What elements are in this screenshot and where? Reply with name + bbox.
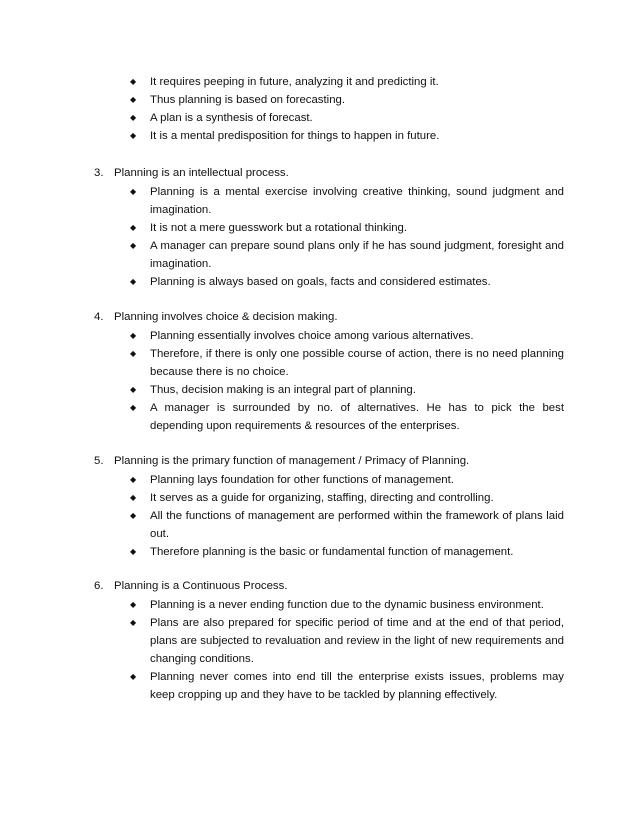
section-number: 6. [94,580,104,592]
bullet-item: ◆ Planning is a mental exercise involving creative thinking, sound judgment and imagination. [130,183,564,219]
bullet-item: ◆ Planning is always based on goals, facts and considered estimates. [130,273,564,291]
section-intellectual-process [94,164,564,291]
section-primary-function [94,452,564,561]
bullet-item: ◆ A plan is a synthesis of forecast. [130,109,562,127]
bullet-item: ◆ Planning essentially involves choice among various alternatives. [130,327,564,345]
section-title: Planning is a Continuous Process. [114,580,288,592]
section-bullet-list [130,183,564,291]
bullet-item: ◆ Planning lays foundation for other functions of management. [130,471,564,489]
bullet-item: ◆ All the functions of management are performed within the framework of plans laid out. [130,507,564,543]
section-number: 5. [94,455,104,467]
bullet-item: ◆ Plans are also prepared for specific period of time and at the end of that period, plans are subjected to revaluation and review in the light of new requirements and changing conditions. [130,614,564,668]
section-number: 4. [94,311,104,323]
intro-bullet-list [130,73,562,145]
section-bullet-list [130,596,564,704]
section-continuous-process [94,577,564,704]
bullet-item: ◆ Planning never comes into end till the enterprise exists issues, problems may keep cropping up and they have to be tackled by planning effectively. [130,668,564,704]
bullet-item: ◆ Planning is a never ending function due to the dynamic business environment. [130,596,564,614]
section-heading [94,308,564,326]
bullet-item: ◆ Therefore, if there is only one possible course of action, there is no need planning because there is no choice. [130,345,564,381]
bullet-item: ◆ Thus planning is based on forecasting. [130,91,562,109]
section-heading [94,577,564,595]
section-heading [94,164,564,182]
bullet-item: ◆ It serves as a guide for organizing, staffing, directing and controlling. [130,489,564,507]
section-number: 3. [94,167,104,179]
section-choice-decision-making [94,308,564,435]
bullet-item: ◆ It is not a mere guesswork but a rotational thinking. [130,219,564,237]
bullet-item: ◆ Therefore planning is the basic or fundamental function of management. [130,543,564,561]
bullet-item: ◆ It requires peeping in future, analyzing it and predicting it. [130,73,562,91]
section-title: Planning involves choice & decision making. [114,311,338,323]
bullet-item: ◆ Thus, decision making is an integral part of planning. [130,381,564,399]
section-title: Planning is an intellectual process. [114,167,289,179]
section-title: Planning is the primary function of management / Primacy of Planning. [114,455,470,467]
bullet-item: ◆ A manager can prepare sound plans only if he has sound judgment, foresight and imagination. [130,237,564,273]
section-heading [94,452,564,470]
bullet-item: ◆ It is a mental predisposition for things to happen in future. [130,127,562,145]
section-bullet-list [130,327,564,435]
bullet-item: ◆ A manager is surrounded by no. of alternatives. He has to pick the best depending upon requirements & resources of the enterprises. [130,399,564,435]
section-bullet-list [130,471,564,561]
